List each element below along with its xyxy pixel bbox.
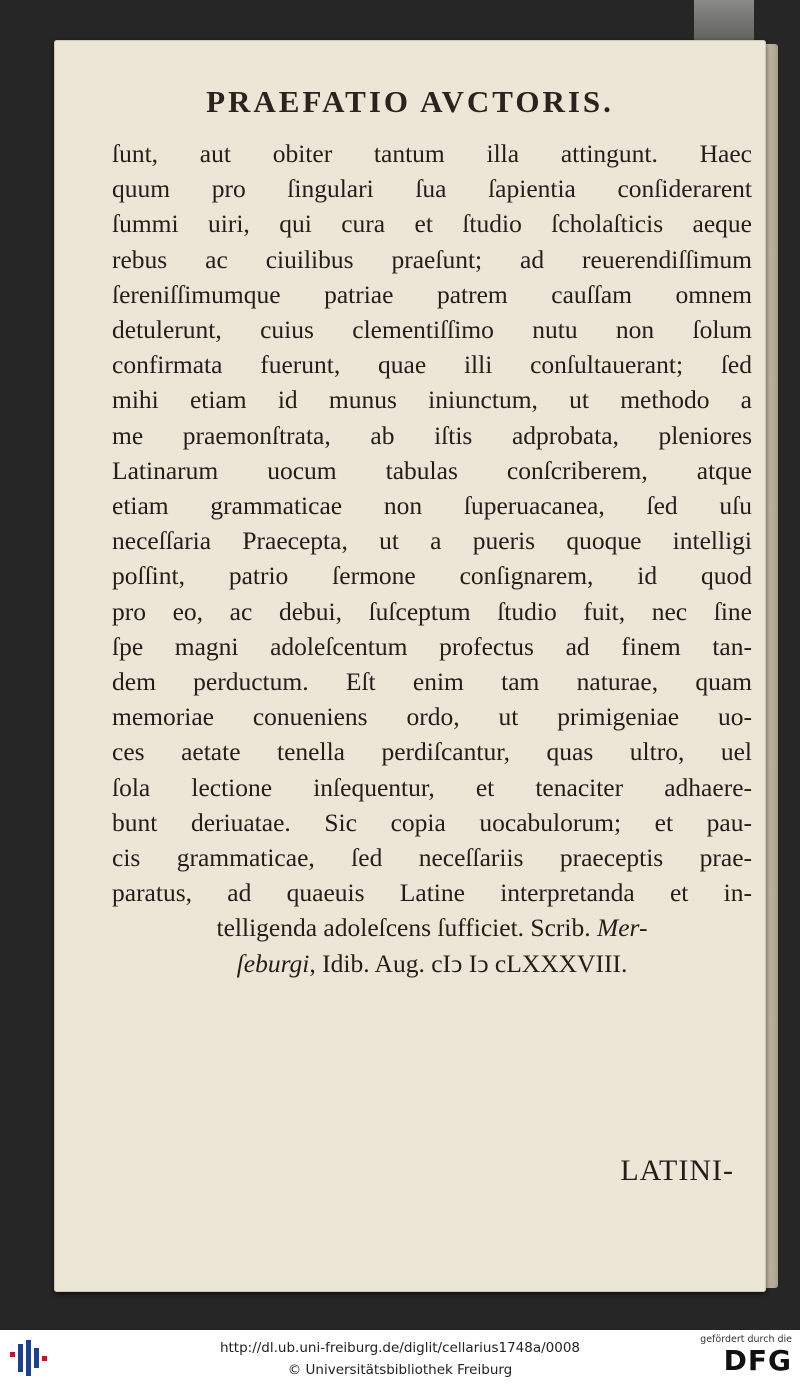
- footer-bar: [0, 1330, 800, 1386]
- text-line: pro eo, ac debui, ſuſceptum ſtudio fuit, nec ſine: [112, 596, 752, 626]
- text-line: ſummi uiri, qui cura et ſtudio ſcholaſticis aeque: [112, 209, 752, 239]
- page-edge: [764, 44, 778, 1288]
- text-line: ces aetate tenella perdiſcantur, quas ultro, uel: [112, 737, 752, 767]
- permalink-url[interactable]: http://dl.ub.uni-freiburg.de/diglit/cellarius1748a/0008: [219, 1340, 581, 1356]
- text-line: me praemonſtrata, ab iſtis adprobata, pleniores: [112, 420, 752, 450]
- text-line: etiam grammaticae non ſuperuacanea, ſed uſu: [112, 491, 752, 521]
- sponsor-block: [692, 1334, 792, 1377]
- text-line-closing-1: [112, 910, 752, 945]
- text-line: neceſſaria Praecepta, ut a pueris quoque intelligi: [112, 526, 752, 556]
- text-line: memoriae conueniens ordo, ut primigeniae uo-: [112, 702, 752, 732]
- text-line: ſereniſſimumque patriae patrem cauſſam omnem: [112, 279, 752, 309]
- text-line: ſunt, aut obiter tantum illa attingunt. Haec: [112, 139, 752, 168]
- closing-text: telligenda adoleſcens ſufficiet. Scrib.: [216, 913, 591, 943]
- running-head: PRAEFATIO AVCTORIS.: [206, 84, 614, 119]
- closing-italic-text: Mer-: [597, 913, 648, 943]
- body-text: [112, 136, 752, 981]
- text-line-closing-2: [112, 946, 752, 981]
- text-line: cis grammaticae, ſed neceſſariis praeceptis prae-: [112, 843, 752, 873]
- text-line: quum pro ſingulari ſua ſapientia conſiderarent: [112, 174, 752, 204]
- copyright-text: © Universitätsbibliothek Freiburg: [287, 1362, 513, 1378]
- book-page: [54, 40, 766, 1292]
- text-line: bunt deriuatae. Sic copia uocabulorum; et pau-: [112, 807, 752, 837]
- text-line: paratus, ad quaeuis Latine interpretanda et in-: [112, 878, 752, 908]
- catchword: LATINI-: [620, 1154, 734, 1187]
- text-line: Latinarum uocum tabulas conſcriberem, atque: [112, 455, 752, 485]
- text-line: ſola lectione inſequentur, et tenaciter adhaere-: [112, 772, 752, 802]
- text-line: detulerunt, cuius clementiſſimo nutu non ſolum: [112, 315, 752, 345]
- text-line: poſſint, patrio ſermone conſignarem, id quod: [112, 561, 752, 591]
- text-line: confirmata fuerunt, quae illi conſultauerant; ſed: [112, 350, 752, 380]
- text-line: rebus ac ciuilibus praeſunt; ad reuerendiſſimum: [112, 244, 752, 274]
- text-line: dem perductum. Eſt enim tam naturae, quam: [112, 667, 752, 697]
- date-text: , Idib. Aug. cIↄ Iↄ cLXXXVIII.: [309, 948, 628, 978]
- place-name: ſeburgi: [236, 948, 310, 978]
- dfg-logo: DFG: [723, 1344, 792, 1377]
- text-line: ſpe magni adoleſcentum profectus ad finem tan-: [112, 631, 752, 661]
- text-line: mihi etiam id munus iniunctum, ut methodo a: [112, 385, 752, 415]
- sponsor-text: gefördert durch die: [700, 1334, 792, 1345]
